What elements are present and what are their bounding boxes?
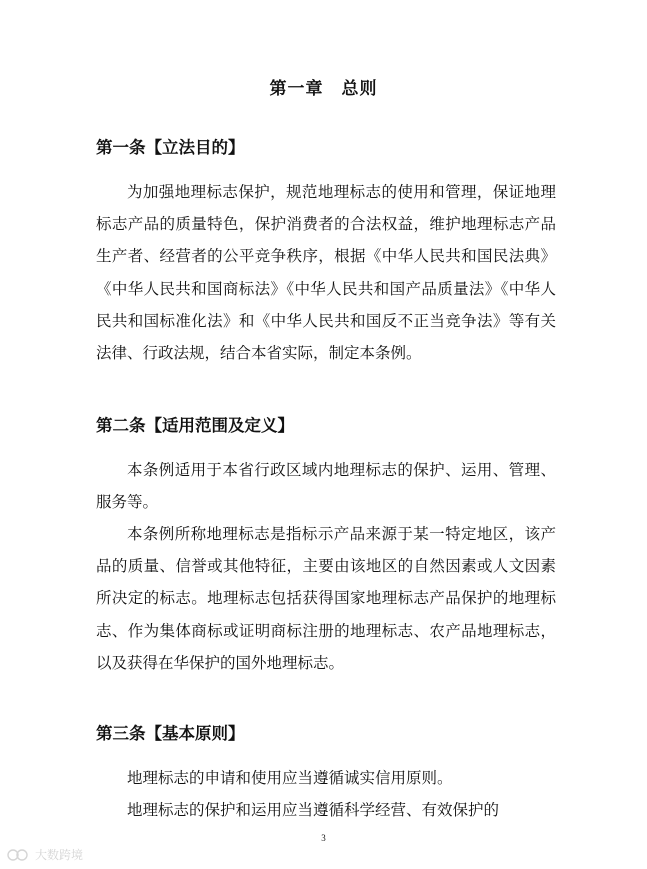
article-1-paragraph-1: 为加强地理标志保护，规范地理标志的使用和管理，保证地理标志产品的质量特色，保护消费者的合法权益，维护地理标志产品生产者、经营者的公平竞争秩序，根据《中华人民共和国民法典》《中华人民共和国商标法》《中华人民共和国产品质量法》《中华人民共和国标准化法》和《中华人民共和国反不正当竞争法》等有关法律、行政法规，结合本省实际，制定本条例。 bbox=[96, 183, 556, 363]
article-3-heading: 第三条【基本原则】 bbox=[96, 724, 245, 743]
article-2-heading: 第二条【适用范围及定义】 bbox=[96, 416, 294, 435]
chapter-title: 第一章 总则 bbox=[269, 79, 378, 99]
watermark bbox=[6, 846, 83, 863]
article-3-paragraph-2: 地理标志的保护和运用应当遵循科学经营、有效保护的 bbox=[127, 801, 500, 819]
article-3-paragraph-1: 地理标志的申请和使用应当遵循诚实信用原则。 bbox=[127, 769, 453, 787]
article-2-paragraph-2: 本条例所称地理标志是指标示产品来源于某一特定地区，该产品的质量、信誉或其他特征，主要由该地区的自然因素或人文因素所决定的标志。地理标志包括获得国家地理标志产品保护的地理标志、作为集体商标或证明商标注册的地理标志、农产品地理标志，以及获得在华保护的国外地理标志。 bbox=[96, 525, 556, 672]
article-1-heading: 第一条【立法目的】 bbox=[96, 138, 245, 157]
page-number: 3 bbox=[321, 833, 326, 843]
article-2-paragraph-1: 本条例适用于本省行政区域内地理标志的保护、运用、管理、服务等。 bbox=[96, 461, 556, 512]
watermark-text: 大数跨境 bbox=[35, 848, 84, 862]
watermark-logo-icon bbox=[6, 848, 32, 862]
